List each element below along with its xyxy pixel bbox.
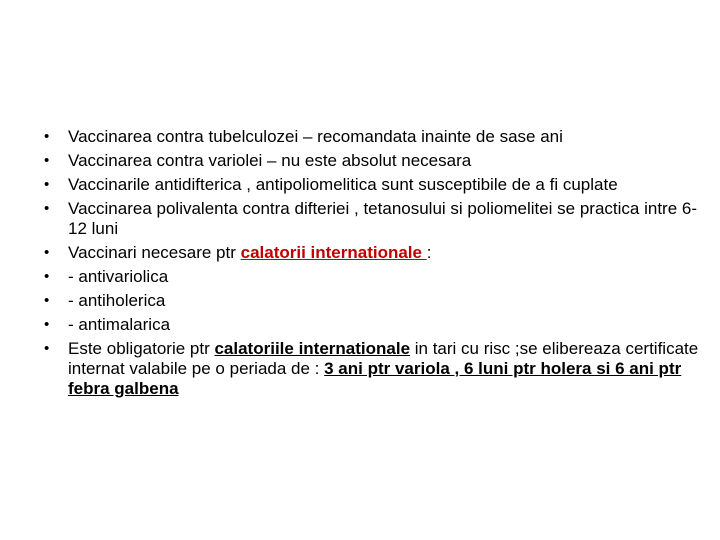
bullet-icon: • <box>44 316 50 333</box>
bullet-text: - antiholerica <box>68 291 166 310</box>
bullet-item <box>44 291 704 311</box>
bullet-text: Vaccinarile antidifterica , antipoliomelitica sunt susceptibile de a fi cuplate <box>68 175 618 194</box>
bullet-text: - antivariolica <box>68 267 169 286</box>
bullet-icon: • <box>44 200 50 217</box>
bullet-icon: • <box>44 176 50 193</box>
bullet-text <box>68 243 704 263</box>
bullet-text <box>68 339 704 399</box>
bullet-text-prefix: Vaccinari necesare ptr <box>68 243 241 262</box>
bullet-icon: • <box>44 292 50 309</box>
bullet-text-prefix: Este obligatorie ptr <box>68 339 215 358</box>
bullet-list <box>44 127 704 403</box>
bullet-item <box>44 199 704 239</box>
bullet-text: Vaccinarea contra variolei – nu este absolut necesara <box>68 151 472 170</box>
bullet-item <box>44 151 704 171</box>
bullet-text-suffix: : <box>426 243 432 262</box>
bullet-icon: • <box>44 268 50 285</box>
bullet-text: Vaccinarea polivalenta contra difteriei , tetanosului si poliomelitei se practica intre 6-12 luni <box>68 199 698 238</box>
bullet-item <box>44 339 704 399</box>
highlight-international-travel: calatoriile internationale <box>214 339 411 358</box>
bullet-text-middle: in tari cu risc ;se elibereaza certificate internat valabile pe o periada de : <box>68 339 699 378</box>
highlight-international-travel: calatorii internationale <box>240 243 427 262</box>
bullet-icon: • <box>44 244 50 261</box>
bullet-item <box>44 267 704 287</box>
bullet-icon: • <box>44 152 50 169</box>
bullet-item <box>44 243 704 263</box>
bullet-icon: • <box>44 128 50 145</box>
highlight-validity-periods: 3 ani ptr variola , 6 luni ptr holera si 6 ani ptr febra galbena <box>68 359 682 398</box>
bullet-item <box>44 127 704 147</box>
bullet-item <box>44 315 704 335</box>
bullet-text: - antimalarica <box>68 315 171 334</box>
bullet-icon: • <box>44 340 50 357</box>
bullet-text: Vaccinarea contra tubelculozei – recomandata inainte de sase ani <box>68 127 563 146</box>
bullet-item <box>44 175 704 195</box>
